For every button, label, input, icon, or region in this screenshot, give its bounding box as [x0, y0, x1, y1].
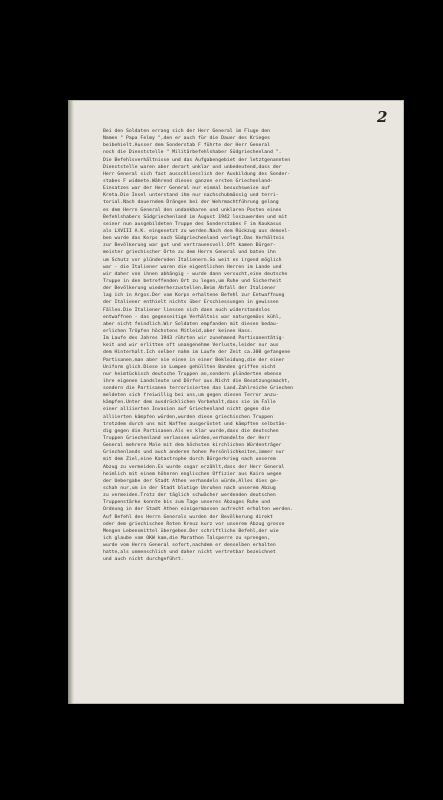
text-line: Im Laufe des Jahres 1943 rührten wir zunehmend Partisanentätig-	[103, 336, 285, 342]
text-line: Fällen.Die Italiener liessen sich dann auch widerstandslos	[103, 307, 271, 313]
text-line: Auf Befehl des Herrn Generals wurden der Bevölkerung direkt	[103, 514, 273, 520]
text-line: alliierten kämpfen würden,wurden diese griechischen Truppen	[103, 414, 273, 420]
text-line: noch die Dienststelle " Militärbefehlshaber Südgriechenland ".	[103, 150, 282, 156]
text-line: einer alliierten Invasion auf Griechenland nicht gegen die	[103, 407, 271, 413]
text-line: aber nicht feindlich.Wir Soldaten empfanden mit diesen bedau-	[103, 321, 279, 327]
text-line: wir daher von ihnen abhängig - wurde dann versucht,eine deutsche	[103, 271, 288, 277]
text-line: Namen " Papa Felmy ",den er auch für die Dauer des Krieges	[103, 136, 271, 142]
text-line: beibehielt.Ausser dem Sonderstab F führte der Herr General	[103, 143, 271, 149]
text-line: dem Hinterhalt.Ich selber nahm im Laufe der Zeit ca.300 gefangene	[103, 350, 291, 356]
text-line: stabes F widmete.Während dieses ganzen ersten Griechenland-	[103, 178, 273, 184]
text-line: Einsatzes war der Herr General nur einmal besuchsweise auf	[103, 186, 271, 192]
text-line: keit und wir erlitten oft unangenehme Verluste,leider nur aus	[103, 343, 279, 349]
text-line: und auch nicht durchgeführt.	[103, 557, 184, 563]
text-line: Die Befehlsverhältnisse und das Aufgabengebiet der letztgenannten	[103, 157, 291, 163]
text-line: Dienststelle waren aber derart unklar und unbedeutend,dass der	[103, 164, 282, 170]
page-number: 2	[377, 108, 388, 126]
text-line: hatte,als unmenschlich und daher nicht vertretbar bezeichnet	[103, 550, 276, 556]
text-line: mit dem Ziel,eine Katastrophe durch Bürgerkrieg nach unserem	[103, 457, 276, 463]
text-line: Ordnung in der Stadt Athen einigermassen aufrecht erhalten werden.	[103, 507, 294, 513]
text-line: zur Bevölkerung war gut und vertrauensvoll.Oft kamen Bürger-	[103, 243, 276, 249]
text-line: Bei den Soldaten errang sich der Herr General im Fluge den	[103, 129, 271, 134]
text-line: kämpfen.Unter dem ausdrücklichen Vorbehalt,dass sie im Falle	[103, 400, 276, 406]
text-line: erlichen Tröpfen höchstens Mitleid,aber keinen Hass.	[103, 328, 253, 334]
text-line: Kreta.Die Insel unterstand ihm nur nachschubmässig und terri-	[103, 193, 279, 199]
text-line: meldeten sich freiwillig bei uns,um gegen diesen Terror anzu-	[103, 393, 279, 399]
text-line: der Uebergabe der Stadt Athen verhandeln würde,Alles dies ge-	[103, 478, 279, 484]
text-line: als LXVIII A.K. eingesetzt zu werden.Nach dem Rückzug aus demsel-	[103, 228, 291, 234]
text-line: torial.Nach dauerndem Drängen bei der Wehrmachtführung gelang	[103, 200, 279, 206]
text-line: Truppen Griechenland verlassen würden,verhandelte der Herr	[103, 436, 271, 442]
text-line: zu vermeiden.Trotz der täglich schwächer werdenden deutschen	[103, 493, 276, 499]
text-line: trotzdem durch uns mit Waffen ausgerüstet und kämpften selbstän-	[103, 421, 288, 427]
text-line: Befehlshabers Südgriechenland im August 1942 loszuwerden und mit	[103, 214, 288, 220]
text-line: Truppe in den betreffenden Ort zu legen,um Ruhe und Sicherheit	[103, 278, 282, 284]
text-line: wurde vom Herrn General sofort,nachdem er denselben erhalten	[103, 543, 276, 549]
text-line: ben wurde das Korps nach Südgriechenland verlegt.Das Verhältnis	[103, 236, 285, 242]
text-line: Uniform glich.Diese in Lumpen gehüllten Banden griffen nicht	[103, 364, 276, 370]
text-line: der Bevölkerung wiederherzustellen.Beim Abfall der Italiener	[103, 286, 276, 292]
text-line: entwaffnen - das gegenseitige Verhältnis war naturgemäss kühl,	[103, 314, 282, 320]
text-line: sondern die Partisanen terrorisierten das Land.Zahlreiche Griechen	[103, 386, 294, 392]
text-line: war - die Italiener waren die eigentlichen Herren im Lande und	[103, 264, 282, 270]
text-line: heimlich mit einem höheren englischen Offizier aus Kairo wegen	[103, 471, 282, 477]
text-line: der Italiener enthielt nichts über Erschiessungen in gewissen	[103, 300, 279, 306]
text-line: Mengen Lebensmittel übergeben.Der schriftliche Befehl,der wie	[103, 528, 279, 534]
text-line: lag ich in Argos.Der vom Korps erhaltene Befehl zur Entwaffnung	[103, 293, 285, 299]
text-line: Griechenlands und auch anderen hohen Persönlichkeiten,immer nur	[103, 450, 285, 456]
text-line: dig gegen die Partisanen.Als es klar wurde,dass die deutschen	[103, 428, 279, 434]
text-line: ihre eigenen Landsleute und Dörfer aus.Nicht die Besatzungsmacht,	[103, 378, 291, 384]
page-edge-shadow	[68, 100, 74, 704]
text-line: Partisanen,man aber nie einen in einer Bekleidung,die der einer	[103, 357, 285, 363]
text-line: schah nur,um in der Stadt blutige Unruhen nach unserem Abzug	[103, 486, 276, 492]
text-line: General mehrere Male mit dem höchsten kirchlichen Würdenträger	[103, 443, 282, 449]
typewritten-text-block	[103, 128, 385, 564]
text-line: nur heimtückisch deutsche Truppen an,sondern plünderten ebenso	[103, 371, 282, 377]
text-line: um Schutz vor plündernden Italienern.So weit es irgend möglich	[103, 257, 282, 263]
text-line: Truppenstärke konnte bis zum Tage unseres Abzuges Ruhe und	[103, 500, 271, 506]
text-line: Abzug zu vermeiden.Es wurde sogar erzählt,dass der Herr General	[103, 464, 285, 470]
text-line: seiner nun ausgebildeten Truppe des Sonderstabes F im Kaukasus	[103, 221, 282, 227]
text-line: Herr General sich fast ausschliesslich der Ausbildung des Sonder-	[103, 171, 291, 177]
text-line: ich glaube vom OKW kam,die Marathon Talsperre zu sprengen,	[103, 536, 271, 542]
text-line: es dem Herrn General den undankbaren und unklaren Posten eines	[103, 207, 282, 213]
text-line: meister griechischer Orte zu dem Herrn General und baten ihn	[103, 250, 276, 256]
text-line: oder dem griechischen Roten Kreuz kurz vor unserem Abzug grosse	[103, 521, 285, 527]
